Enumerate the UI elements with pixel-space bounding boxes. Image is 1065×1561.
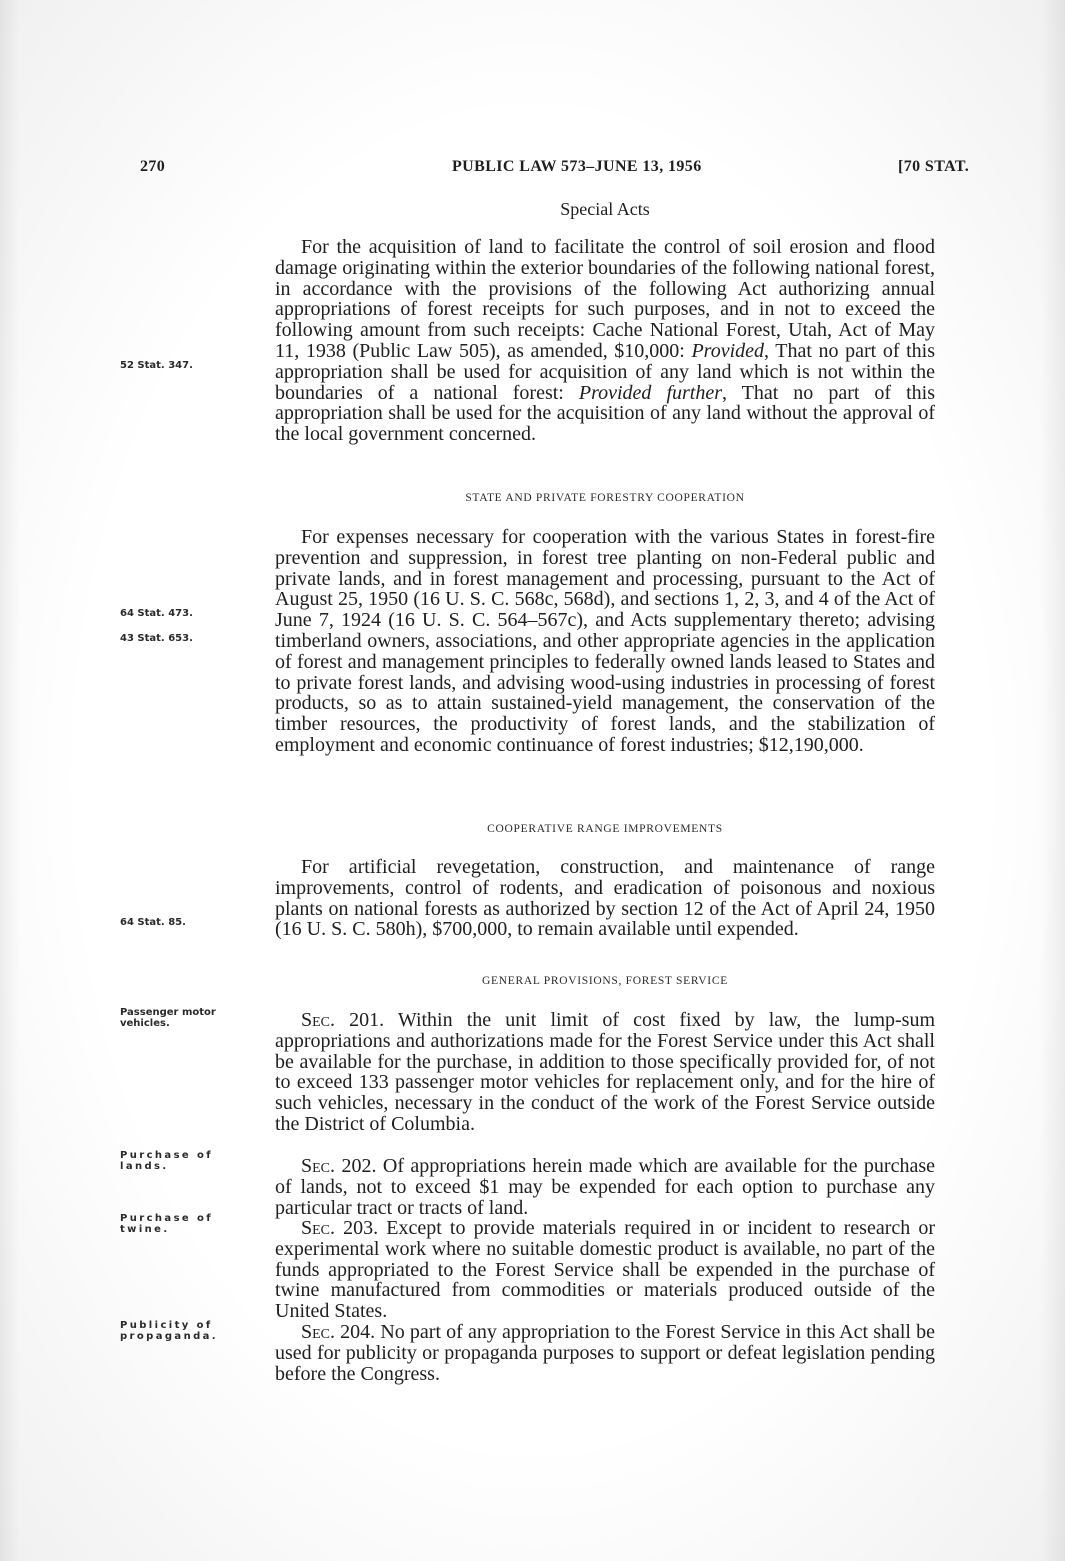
provided-further-italic: Provided further (578, 381, 722, 404)
section-202: Sec. 202. Of appropriations herein made which are available for the purchase of lands, not to exceed $1 may be expended for each option to purchase any particular tract or tracts of land. (275, 1155, 935, 1219)
margin-note-43-stat-653: 43 Stat. 653. (120, 633, 193, 644)
margin-note-passenger-vehicles: Passenger motor vehicles. (120, 1007, 216, 1029)
section-label: Sec. 204. (301, 1321, 376, 1343)
section-heading-general-provisions: GENERAL PROVISIONS, FOREST SERVICE (482, 975, 728, 987)
section-204: Sec. 204. No part of any appropriation to the Forest Service in this Act shall be used for publicity or propaganda purposes to support or defeat legislation pending before the Congress. (275, 1321, 936, 1385)
range-improvements-paragraph: For artificial revegetation, construction, and maintenance of range improvements, control of rodents, and eradication of poisonous and noxious plants on national forests as authorized by section 12 of the Act of April 24, 1950 (16 U. S. C. 580h), $700,000, to remain available until expended. (275, 856, 935, 941)
page-number: 270 (140, 158, 166, 175)
statute-volume-ref: [70 STAT. (898, 158, 970, 175)
margin-note-purchase-twine: Purchase of twine. (120, 1213, 214, 1235)
special-acts-heading: Special Acts (560, 199, 650, 219)
section-heading-range: COOPERATIVE RANGE IMPROVEMENTS (487, 823, 723, 835)
section-label: Sec. 202. (301, 1155, 377, 1177)
margin-note-purchase-lands: Purchase of lands. (120, 1150, 214, 1172)
section-201: Sec. 201. Within the unit limit of cost fixed by law, the lump-sum appropriations and authorizations made for the Forest Service under this Act shall be available for the purchase, in addition to those specifically provided for, of not to exceed 133 passenger motor vehicles for replacement only, and for the hire of such vehicles, necessary in the conduct of the work of the Forest Service outside the District of Columbia. (275, 1009, 936, 1135)
section-heading-state-private: STATE AND PRIVATE FORESTRY COOPERATION (465, 492, 745, 504)
section-203: Sec. 203. Except to provide materials required in or incident to research or experimental work where no suitable domestic product is available, no part of the funds appropriated to the Forest Service shall be expended in the purchase of twine manufactured from commodities or materials produced outside of the United States. (275, 1217, 936, 1323)
margin-note-52-stat-347: 52 Stat. 347. (120, 360, 193, 371)
margin-note-64-stat-473: 64 Stat. 473. (120, 608, 193, 619)
section-label: Sec. 203. (301, 1217, 379, 1239)
running-title: PUBLIC LAW 573–JUNE 13, 1956 (452, 158, 702, 175)
special-acts-paragraph: For the acquisition of land to facilitate the control of soil erosion and flood damage originating within the exterior boundaries of the following national forest, in accordance with the provisions of the following Act authorizing annual appropriations of forest receipts for such purposes, and in not to exceed the following amount from such receipts: Cache National Forest, Utah, Act of May 11, 1938 (Public Law 505), as amended, $10,000: Provided, That no part of this appropriation shall be used for acquisition of any land which is not within the boundaries of a national forest: Provided further, That no part of this appropriation shall be used for the acquisition of any land without the approval of the local government concerned. (275, 236, 935, 446)
section-label: Sec. 201. (301, 1009, 385, 1031)
state-private-paragraph: For expenses necessary for cooperation with the various States in forest-fire prevention and suppression, in forest tree planting on non-Federal public and private lands, and in forest management and processing, pursuant to the Act of August 25, 1950 (16 U. S. C. 568c, 568d), and sections 1, 2, 3, and 4 of the Act of June 7, 1924 (16 U. S. C. 564–567c), and Acts supplementary thereto; advising timberland owners, associations, and other appropriate agencies in the application of forest and management principles to federally owned lands leased to States and to private forest lands, and advising wood-using industries in processing of forest products, so as to attain sustained-yield management, the conservation of the timber resources, the productivity of forest lands, and the stabilization of employment and economic continuance of forest industries; $12,190,000. (275, 526, 935, 756)
running-header (140, 158, 980, 184)
provided-italic: Provided (691, 339, 765, 362)
margin-note-publicity: Publicity of propaganda. (120, 1320, 218, 1342)
margin-note-64-stat-85: 64 Stat. 85. (120, 917, 186, 928)
